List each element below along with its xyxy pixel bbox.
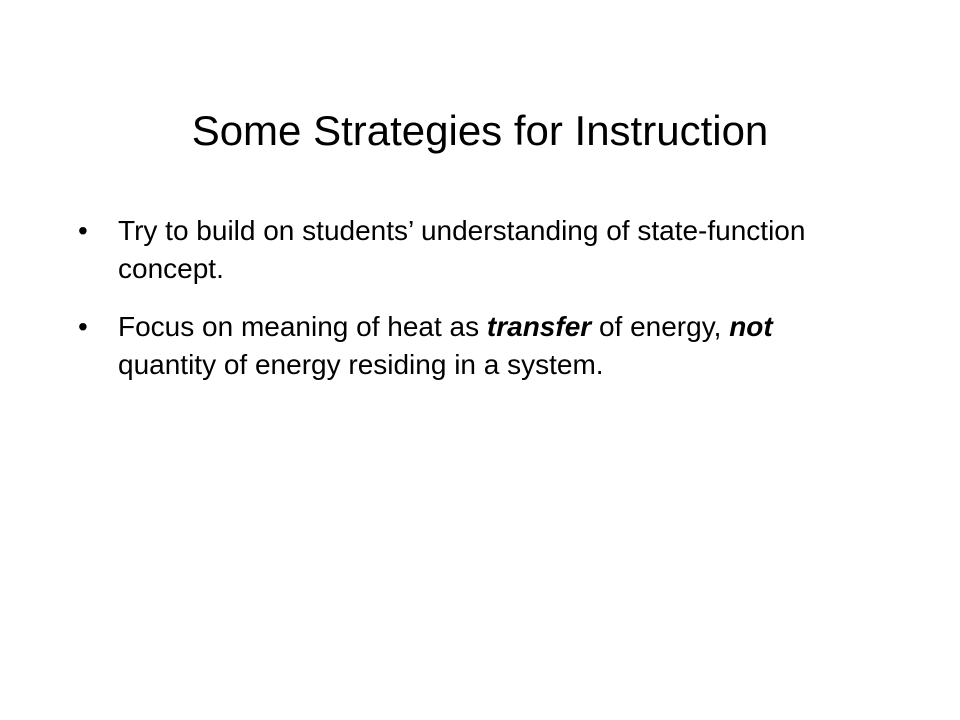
bullet-icon: • bbox=[78, 215, 88, 246]
bullet-text bbox=[118, 311, 773, 380]
bullet-text-part: Focus on meaning of heat as bbox=[118, 311, 487, 342]
emphasized-word: transfer bbox=[486, 311, 592, 342]
bullet-text-part: of energy, bbox=[591, 311, 730, 342]
slide-title: Some Strategies for Instruction bbox=[191, 107, 769, 154]
bullet-list bbox=[78, 212, 838, 404]
bullet-icon: • bbox=[78, 311, 88, 342]
bullet-text: Try to build on students’ understanding of state-function concept. bbox=[118, 215, 806, 284]
bullet-text-part: quantity of energy residing in a system. bbox=[118, 349, 604, 380]
bullet-item bbox=[78, 308, 838, 384]
emphasized-word: not bbox=[729, 311, 773, 342]
bullet-item bbox=[78, 212, 838, 288]
